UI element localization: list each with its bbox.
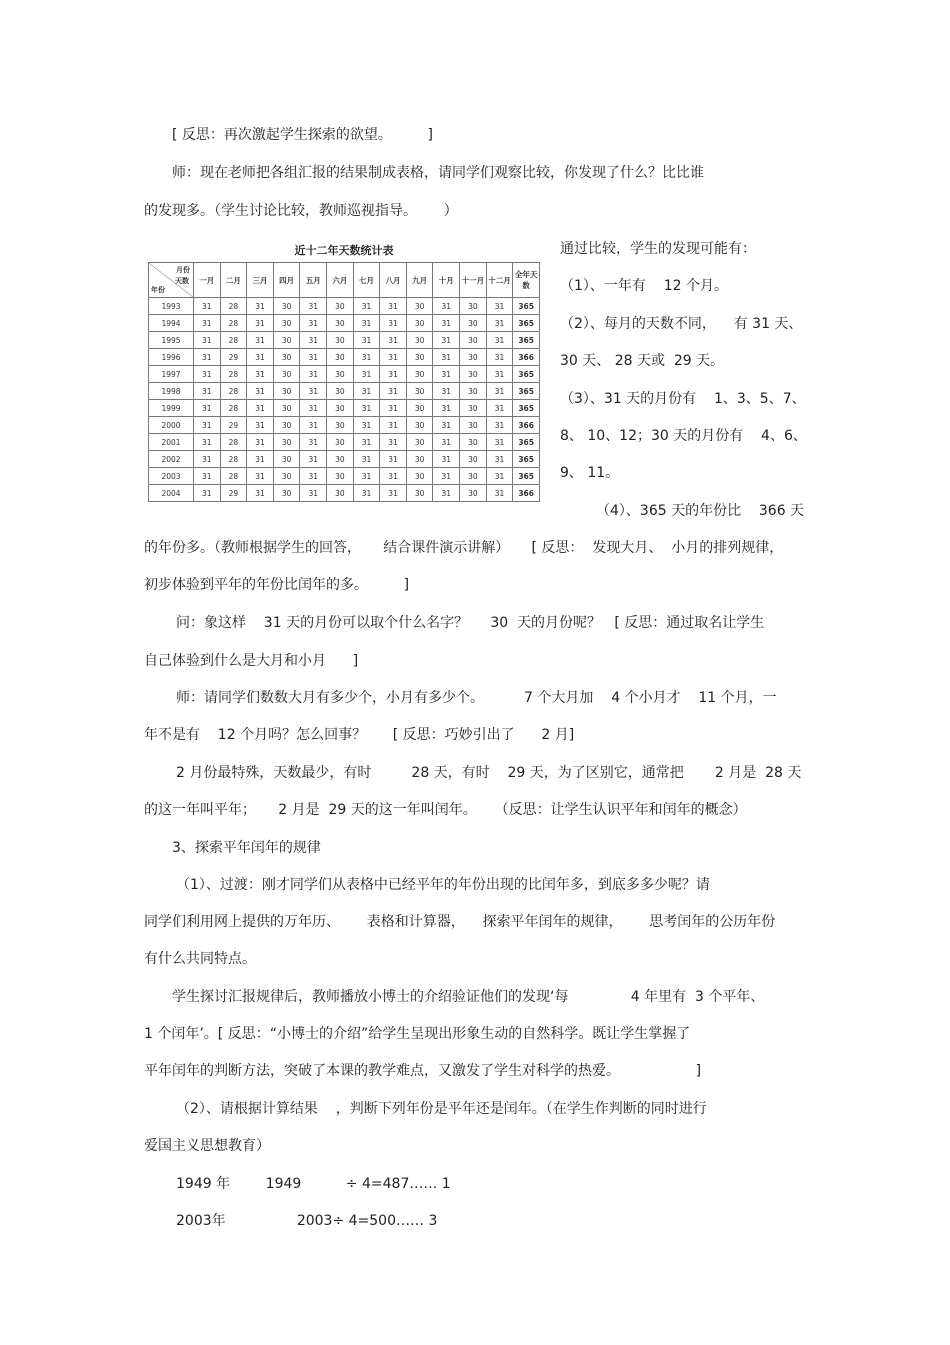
- days-cell: 30: [460, 451, 487, 468]
- days-cell: 31: [353, 468, 380, 485]
- year-cell: 2000: [149, 417, 194, 434]
- table-row: [149, 366, 540, 383]
- days-cell: 30: [406, 366, 433, 383]
- days-cell: 28: [220, 383, 247, 400]
- days-cell: 31: [486, 468, 513, 485]
- total-days-cell: 365: [513, 451, 540, 468]
- days-cell: 31: [247, 298, 274, 315]
- days-cell: 31: [433, 485, 460, 502]
- table-row: [149, 332, 540, 349]
- column-header: 十月: [433, 263, 460, 298]
- year-cell: 1998: [149, 383, 194, 400]
- days-cell: 30: [273, 434, 300, 451]
- year-cell: 1996: [149, 349, 194, 366]
- days-cell: 30: [327, 315, 354, 332]
- days-cell: 31: [247, 485, 274, 502]
- days-cell: 31: [380, 468, 407, 485]
- days-cell: 30: [406, 485, 433, 502]
- text-line: 年不是有 12 个月吗？怎么回事？ [ 反思：巧妙引出了 2 月]: [144, 727, 575, 743]
- text-line: 学生探讨汇报规律后，教师播放小博士的介绍验证他们的发现‘每 4 年里有 3 个平年、: [172, 989, 765, 1005]
- calc-line: 1949 年 1949 ÷ 4=487…… 1: [176, 1176, 451, 1192]
- days-cell: 31: [433, 451, 460, 468]
- text-line: 平年闰年的判断方法，突破了本课的教学难点，又激发了学生对科学的热爱。 ]: [144, 1063, 702, 1079]
- days-cell: 31: [380, 451, 407, 468]
- days-cell: 31: [194, 417, 221, 434]
- table-row: [149, 400, 540, 417]
- days-cell: 30: [460, 298, 487, 315]
- days-cell: 31: [353, 434, 380, 451]
- days-cell: 31: [247, 451, 274, 468]
- days-cell: 31: [433, 417, 460, 434]
- days-cell: 31: [433, 468, 460, 485]
- total-days-cell: 365: [513, 383, 540, 400]
- days-cell: 31: [486, 383, 513, 400]
- days-cell: 31: [486, 417, 513, 434]
- days-cell: 28: [220, 434, 247, 451]
- days-cell: 31: [353, 417, 380, 434]
- corner-header: [149, 263, 194, 298]
- days-cell: 31: [194, 315, 221, 332]
- days-cell: 30: [273, 315, 300, 332]
- days-cell: 31: [486, 434, 513, 451]
- days-cell: 31: [194, 468, 221, 485]
- days-cell: 31: [247, 400, 274, 417]
- days-cell: 30: [460, 485, 487, 502]
- year-cell: 1993: [149, 298, 194, 315]
- column-header: 十二月: [486, 263, 513, 298]
- days-cell: 31: [247, 417, 274, 434]
- days-statistics-table: [148, 262, 540, 502]
- days-cell: 31: [300, 383, 327, 400]
- days-cell: 31: [353, 485, 380, 502]
- corner-year-label: 年份: [151, 286, 165, 294]
- days-cell: 31: [247, 383, 274, 400]
- days-cell: 31: [247, 349, 274, 366]
- total-days-cell: 365: [513, 400, 540, 417]
- column-header: 七月: [353, 263, 380, 298]
- table-header-row: [149, 263, 540, 298]
- year-cell: 1995: [149, 332, 194, 349]
- total-days-cell: 365: [513, 468, 540, 485]
- days-cell: 30: [273, 417, 300, 434]
- days-cell: 30: [327, 400, 354, 417]
- days-cell: 30: [460, 383, 487, 400]
- days-cell: 30: [460, 434, 487, 451]
- days-cell: 30: [406, 468, 433, 485]
- days-cell: 31: [380, 434, 407, 451]
- days-cell: 29: [220, 349, 247, 366]
- total-days-cell: 366: [513, 485, 540, 502]
- total-days-cell: 365: [513, 366, 540, 383]
- year-cell: 1999: [149, 400, 194, 417]
- column-header: 四月: [273, 263, 300, 298]
- days-cell: 31: [194, 366, 221, 383]
- days-cell: 31: [300, 485, 327, 502]
- days-cell: 30: [406, 434, 433, 451]
- days-cell: 31: [194, 400, 221, 417]
- table-row: [149, 434, 540, 451]
- days-cell: 30: [406, 451, 433, 468]
- days-cell: 31: [194, 434, 221, 451]
- days-cell: 31: [433, 383, 460, 400]
- days-cell: 28: [220, 468, 247, 485]
- days-cell: 30: [273, 468, 300, 485]
- year-cell: 2001: [149, 434, 194, 451]
- text-line: 的发现多。（学生讨论比较，教师巡视指导。 ）: [144, 203, 458, 219]
- text-line: （2）、请根据计算结果 ，判断下列年份是平年还是闰年。（在学生作判断的同时进行: [176, 1101, 707, 1117]
- table-row: [149, 417, 540, 434]
- days-cell: 31: [353, 366, 380, 383]
- days-cell: 30: [327, 383, 354, 400]
- days-cell: 31: [353, 383, 380, 400]
- column-header: 五月: [300, 263, 327, 298]
- days-cell: 30: [273, 383, 300, 400]
- table-row: [149, 451, 540, 468]
- days-cell: 31: [194, 383, 221, 400]
- table-row: [149, 468, 540, 485]
- days-cell: 31: [433, 298, 460, 315]
- days-cell: 28: [220, 298, 247, 315]
- days-cell: 30: [406, 417, 433, 434]
- days-cell: 31: [194, 451, 221, 468]
- days-cell: 31: [300, 298, 327, 315]
- days-cell: 31: [247, 366, 274, 383]
- days-cell: 31: [194, 485, 221, 502]
- days-cell: 31: [353, 349, 380, 366]
- text-line: 8、 10、12；30 天的月份有 4、6、: [560, 428, 807, 444]
- text-line: 2 月份最特殊，天数最少，有时 28 天，有时 29 天，为了区别它，通常把 2 月是 28 天: [176, 765, 802, 781]
- text-line: 问：象这样 31 天的月份可以取个什么名字？ 30 天的月份呢？ [ 反思：通过取名让学生: [176, 615, 765, 631]
- days-cell: 31: [380, 366, 407, 383]
- column-header: 十一月: [460, 263, 487, 298]
- days-cell: 31: [486, 349, 513, 366]
- days-cell: 31: [380, 349, 407, 366]
- days-cell: 31: [433, 332, 460, 349]
- days-cell: 30: [406, 400, 433, 417]
- days-cell: 31: [380, 332, 407, 349]
- days-cell: 30: [460, 400, 487, 417]
- days-cell: 30: [327, 349, 354, 366]
- days-cell: 30: [406, 383, 433, 400]
- days-cell: 31: [486, 315, 513, 332]
- text-line: 同学们利用网上提供的万年历、 表格和计算器， 探索平年闰年的规律， 思考闰年的公历年份: [144, 914, 776, 930]
- days-statistics-table-block: [148, 240, 540, 502]
- days-cell: 31: [300, 315, 327, 332]
- text-line: 的年份多。（教师根据学生的回答， 结合课件演示讲解） [ 反思： 发现大月、 小月的排列规律，: [144, 540, 784, 556]
- text-line: [ 反思：再次激起学生探索的欲望。 ]: [172, 127, 433, 143]
- column-header: 二月: [220, 263, 247, 298]
- table-row: [149, 349, 540, 366]
- days-cell: 31: [433, 366, 460, 383]
- days-cell: 30: [273, 366, 300, 383]
- days-cell: 30: [273, 400, 300, 417]
- total-days-cell: 366: [513, 417, 540, 434]
- column-header: 八月: [380, 263, 407, 298]
- days-cell: 30: [460, 417, 487, 434]
- days-cell: 31: [380, 485, 407, 502]
- days-cell: 28: [220, 400, 247, 417]
- column-header: 六月: [327, 263, 354, 298]
- days-cell: 30: [327, 468, 354, 485]
- days-cell: 28: [220, 332, 247, 349]
- days-cell: 30: [406, 349, 433, 366]
- days-cell: 30: [327, 417, 354, 434]
- days-cell: 31: [380, 315, 407, 332]
- text-line: 师：现在老师把各组汇报的结果制成表格，请同学们观察比较，你发现了什么？比比谁: [172, 165, 704, 181]
- days-cell: 30: [460, 332, 487, 349]
- days-cell: 31: [486, 485, 513, 502]
- days-cell: 30: [406, 298, 433, 315]
- year-cell: 2002: [149, 451, 194, 468]
- days-cell: 31: [194, 349, 221, 366]
- year-cell: 2003: [149, 468, 194, 485]
- total-days-cell: 365: [513, 315, 540, 332]
- text-line: （4）、365 天的年份比 366 天: [596, 503, 805, 519]
- days-cell: 31: [380, 417, 407, 434]
- days-cell: 28: [220, 451, 247, 468]
- days-cell: 31: [247, 332, 274, 349]
- text-line: 30 天、 28 天或 29 天。: [560, 353, 725, 369]
- text-line: （3）、31 天的月份有 1、3、5、7、: [560, 391, 806, 407]
- days-cell: 31: [300, 400, 327, 417]
- text-line: （2）、每月的天数不同， 有 31 天、: [560, 316, 803, 332]
- column-header: 全年天数: [513, 263, 540, 298]
- days-cell: 31: [247, 315, 274, 332]
- days-cell: 31: [247, 434, 274, 451]
- total-days-cell: 365: [513, 434, 540, 451]
- days-cell: 30: [273, 349, 300, 366]
- days-cell: 31: [433, 400, 460, 417]
- days-cell: 30: [273, 485, 300, 502]
- days-cell: 31: [194, 332, 221, 349]
- days-cell: 30: [460, 349, 487, 366]
- text-line: 的这一年叫平年； 2 月是 29 天的这一年叫闰年。 （反思：让学生认识平年和闰年的概念）: [144, 802, 747, 818]
- column-header: 九月: [406, 263, 433, 298]
- text-line: 师：请同学们数数大月有多少个，小月有多少个。 7 个大月加 4 个小月才 11 个月，一: [176, 690, 777, 706]
- days-cell: 31: [300, 434, 327, 451]
- days-cell: 31: [486, 451, 513, 468]
- days-cell: 31: [300, 451, 327, 468]
- total-days-cell: 366: [513, 349, 540, 366]
- table-row: [149, 485, 540, 502]
- table-row: [149, 383, 540, 400]
- text-line: 9、 11。: [560, 465, 620, 481]
- days-cell: 31: [353, 451, 380, 468]
- days-cell: 31: [300, 366, 327, 383]
- days-cell: 30: [406, 315, 433, 332]
- text-line: 自己体验到什么是大月和小月 ]: [144, 653, 359, 669]
- days-cell: 30: [460, 468, 487, 485]
- days-cell: 30: [327, 451, 354, 468]
- days-cell: 30: [406, 332, 433, 349]
- year-cell: 2004: [149, 485, 194, 502]
- days-cell: 31: [247, 468, 274, 485]
- days-cell: 29: [220, 485, 247, 502]
- section-heading: 3、探索平年闰年的规律: [172, 840, 321, 856]
- table-title: 近十二年天数统计表: [294, 244, 394, 257]
- text-line: 通过比较，学生的发现可能有：: [560, 241, 756, 257]
- days-cell: 31: [380, 383, 407, 400]
- days-cell: 30: [327, 332, 354, 349]
- days-cell: 31: [433, 315, 460, 332]
- table-row: [149, 298, 540, 315]
- total-days-cell: 365: [513, 298, 540, 315]
- days-cell: 30: [273, 332, 300, 349]
- days-cell: 30: [273, 298, 300, 315]
- year-cell: 1994: [149, 315, 194, 332]
- days-cell: 31: [194, 298, 221, 315]
- days-cell: 31: [300, 332, 327, 349]
- total-days-cell: 365: [513, 332, 540, 349]
- days-cell: 31: [353, 298, 380, 315]
- days-cell: 30: [327, 298, 354, 315]
- days-cell: 30: [327, 434, 354, 451]
- days-cell: 31: [486, 366, 513, 383]
- days-cell: 28: [220, 366, 247, 383]
- text-line: （1）、过渡：刚才同学们从表格中已经平年的年份出现的比闰年多，到底多多少呢？请: [176, 877, 710, 893]
- days-cell: 30: [327, 366, 354, 383]
- days-cell: 31: [300, 349, 327, 366]
- corner-days-label: 天数: [175, 277, 189, 285]
- days-cell: 31: [433, 349, 460, 366]
- days-cell: 31: [486, 298, 513, 315]
- days-cell: 31: [300, 468, 327, 485]
- calc-line: 2003年 2003÷ 4=500…… 3: [176, 1213, 438, 1229]
- days-cell: 31: [353, 315, 380, 332]
- days-cell: 31: [353, 332, 380, 349]
- days-cell: 28: [220, 315, 247, 332]
- days-cell: 30: [460, 315, 487, 332]
- text-line: 有什么共同特点。: [144, 951, 256, 967]
- column-header: 一月: [194, 263, 221, 298]
- text-line: （1）、一年有 12 个月。: [560, 278, 728, 294]
- days-cell: 31: [433, 434, 460, 451]
- text-line: 1 个闰年’。[ 反思：“小博士的介绍”给学生呈现出形象生动的自然科学。既让学生掌握了: [144, 1026, 691, 1042]
- days-cell: 31: [486, 400, 513, 417]
- days-cell: 31: [380, 400, 407, 417]
- days-cell: 30: [327, 485, 354, 502]
- column-header: 三月: [247, 263, 274, 298]
- text-line: 初步体验到平年的年份比闰年的多。 ]: [144, 577, 410, 593]
- table-row: [149, 315, 540, 332]
- corner-month-label: 月份: [176, 266, 190, 274]
- year-cell: 1997: [149, 366, 194, 383]
- days-cell: 30: [460, 366, 487, 383]
- days-cell: 31: [380, 298, 407, 315]
- days-cell: 31: [486, 332, 513, 349]
- days-cell: 30: [273, 451, 300, 468]
- text-line: 爱国主义思想教育）: [144, 1138, 270, 1154]
- days-cell: 31: [353, 400, 380, 417]
- days-cell: 29: [220, 417, 247, 434]
- days-cell: 31: [300, 417, 327, 434]
